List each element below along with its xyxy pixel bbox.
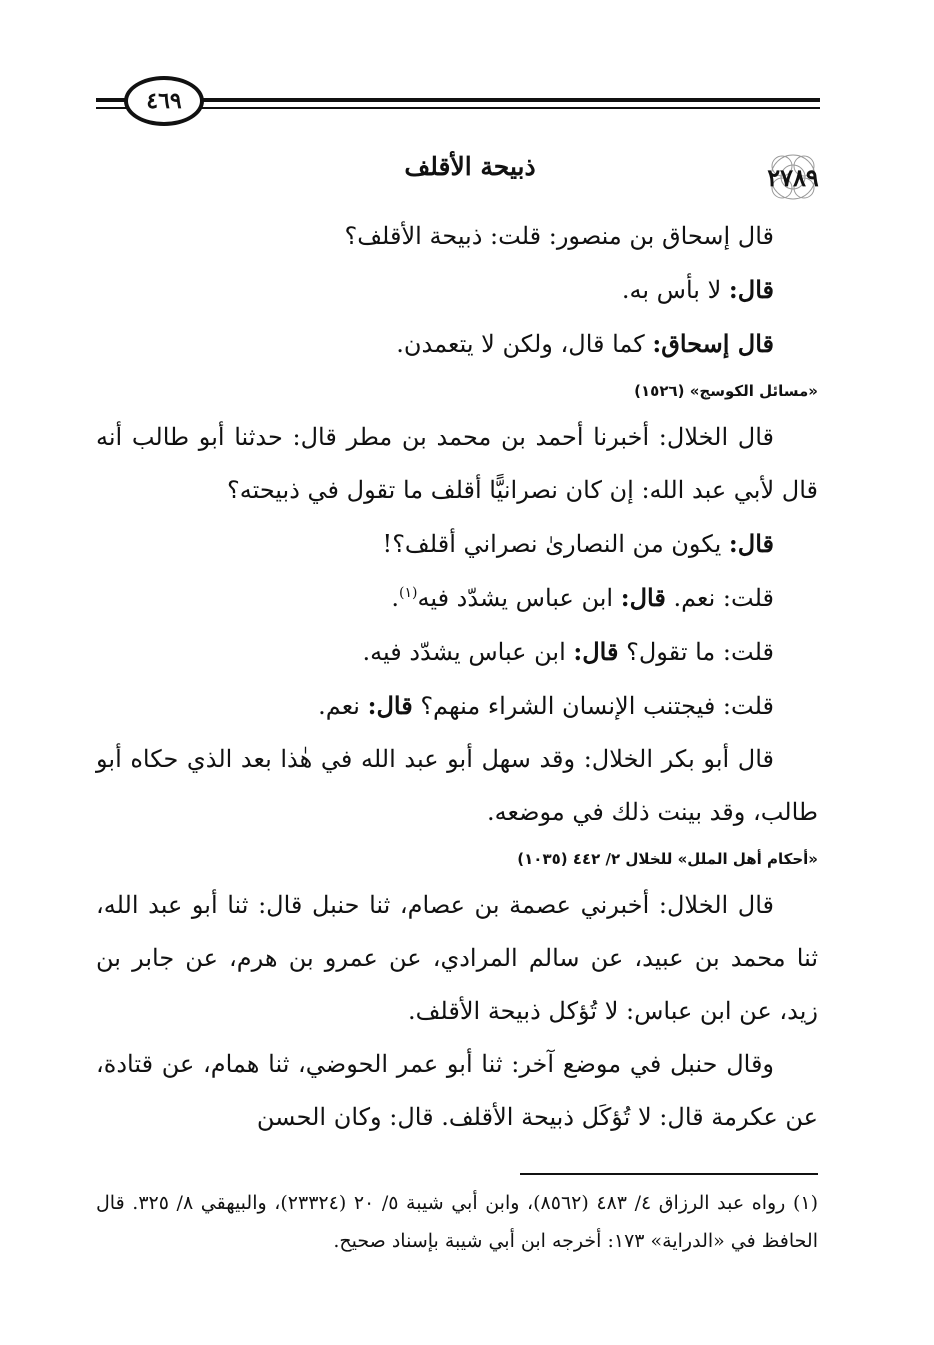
header-rule-thick [96,98,820,102]
paragraph [96,517,818,571]
header-rule-thin [96,107,820,109]
paragraph [96,679,818,733]
paragraph-text: قلت: نعم. [665,584,774,612]
source-citation: «أحكام أهل الملل» للخلال ٢/ ٤٤٢ (١٠٣٥) [517,850,818,868]
paragraph-text: قلت: ما تقول؟ [618,638,774,666]
paragraph [96,571,818,625]
paragraph: قال أبو بكر الخلال: وقد سهل أبو عبد الله في هٰذا بعد الذي حكاه أبو طالب، وقد بينت ذلك في موضعه. [96,745,818,826]
footnote-text: (١) رواه عبد الرزاق ٤/ ٤٨٣ (٨٥٦٢)، وابن أبي شيبة ٥/ ٢٠ (٢٣٣٢٤)، والبيهقي ٨/ ٣٢٥. قال الحافظ في «الدراية» ١٧٣: أخرجه ابن أبي شيبة بإسناد صحيح. [96,1192,818,1252]
source-citation: «مسائل الكوسج» (١٥٢٦) [634,382,818,400]
paragraph-text: ابن عباس يشدّد فيه [417,584,621,612]
footnote-rule [520,1173,818,1175]
speaker-label: قال: [620,583,666,612]
speaker-label: قال: [573,637,619,666]
paragraph-text: كما قال، ولكن لا يتعمدن. [396,330,653,358]
main-text [96,210,818,1144]
speaker-label: قال إسحاق: [652,329,774,358]
speaker-label: قال: [367,691,413,720]
speaker-label: قال: [728,529,774,558]
chapter-title: ذبيحة الأقلف [404,152,536,181]
paragraph-text: ابن عباس يشدّد فيه. [362,638,574,666]
page-number: ٤٦٩ [124,76,204,126]
entry-number-badge [760,152,826,202]
paragraph-text: . [391,584,399,612]
paragraph-text: يكون من النصارىٰ نصراني أقلف؟! [382,530,729,558]
paragraph-text: لا بأس به. [621,276,729,304]
paragraph [96,263,818,317]
footnote-reference[interactable]: (١) [398,585,418,601]
footnote [96,1184,818,1260]
paragraph [96,625,818,679]
paragraph [96,317,818,371]
paragraph: قال الخلال: أخبرنا أحمد بن محمد بن مطر قال: حدثنا أبو طالب أنه قال لأبي عبد الله: إن كان نصرانيًّا أقلف ما تقول في ذبيحته؟ [96,423,818,504]
paragraph-text: نعم. [318,692,368,720]
paragraph: وقال حنبل في موضع آخر: ثنا أبو عمر الحوضي، ثنا همام، عن قتادة، عن عكرمة قال: لا تُؤكَل ذبيحة الأقلف. قال: وكان الحسن [96,1050,818,1131]
speaker-label: قال: [728,275,774,304]
entry-number: ٢٧٨٩ [767,162,819,192]
paragraph-text: قلت: فيجتنب الإنسان الشراء منهم؟ [412,692,774,720]
paragraph: قال الخلال: أخبرني عصمة بن عصام، ثنا حنبل قال: ثنا أبو عبد الله، ثنا محمد بن عبيد، عن سالم المرادي، عن عمرو بن هرم، عن جابر بن زيد، عن ابن عباس: لا تُؤكل ذبيحة الأقلف. [96,891,818,1025]
paragraph: قال إسحاق بن منصور: قلت: ذبيحة الأقلف؟ [344,222,774,250]
